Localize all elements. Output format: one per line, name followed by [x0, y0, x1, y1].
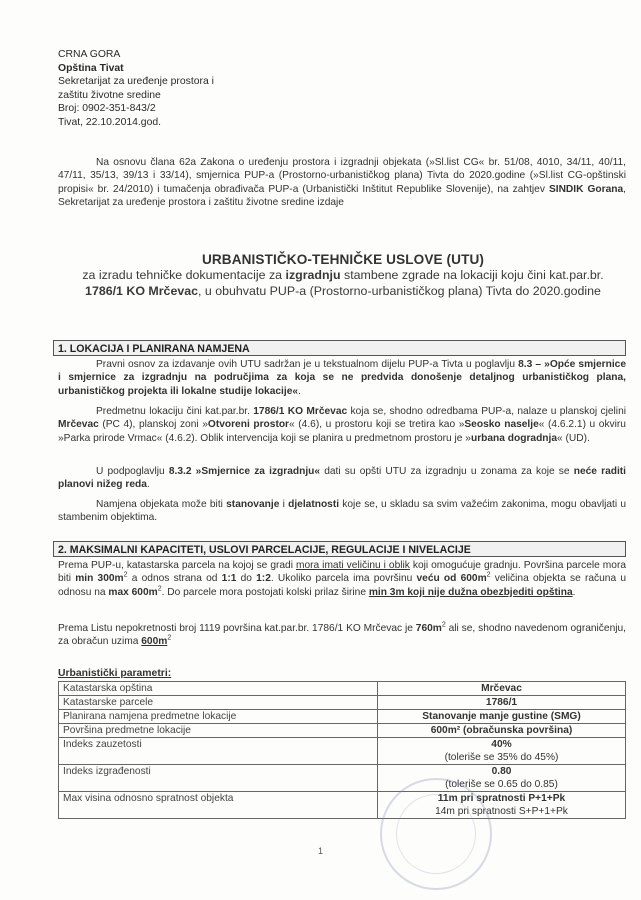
s2p1-l: max 600m	[108, 586, 158, 598]
s2p1-g: do	[236, 573, 257, 585]
parameter-value: 1786/1	[485, 697, 518, 708]
parameter-note: 14m pri spratnosti S+P+1+Pk	[435, 806, 568, 817]
document-subtitle	[78, 268, 608, 299]
parameter-label: Katastarska opština	[59, 682, 378, 696]
table-row	[59, 738, 626, 765]
s2p1-f: 1:1	[221, 573, 237, 585]
parameter-value: Mrčevac	[481, 683, 522, 694]
parameter-value: 0.80	[491, 766, 512, 777]
section-1-paragraph-2	[58, 405, 626, 445]
s1p1-end: .	[298, 385, 301, 397]
s2p1-n: min 3m koji nije dužna obezbjediti opština	[368, 586, 573, 598]
s1p2-f: Otvoreni prostor	[207, 419, 290, 431]
document-title: URBANISTIČKO-TEHNIČKE USLOVE (UTU)	[201, 252, 485, 267]
intro-text-end: , Sekretarijat za uređenje prostora i zaštitu životne sredine izdaje	[58, 183, 626, 209]
s1p2-b: 1786/1 KO Mrčevac	[253, 406, 348, 417]
subtitle-bold-1: izgradnju	[285, 268, 341, 282]
s1p2-i: « (4.6.2.1) u okviru »Parka prirode Vrmac« (4.6.2). Oblik intervencija koji se planira u predmetnom prostoru je »	[58, 419, 626, 444]
urban-parameters-title: Urbanistički parametri:	[58, 668, 172, 679]
parameter-note: (toleriše se 0.65 do 0.85)	[445, 779, 558, 790]
header-department-2: zaštitu životne sredine	[58, 89, 161, 101]
subtitle-text-2: stambene zgrade na lokaciji koju čini kat.par.br.	[340, 268, 604, 282]
s1p4-c: i	[279, 499, 289, 510]
s1p4-a: Namjena objekata može biti	[96, 499, 227, 510]
s1p3-a: U podpoglavlju	[96, 466, 169, 477]
s2p1-sup-1: 2	[123, 572, 128, 580]
table-row	[59, 696, 626, 710]
section-1-heading: 1. LOKACIJA I PLANIRANA NAMJENA	[53, 340, 626, 356]
parameter-value-cell	[378, 710, 626, 724]
section-1-paragraph-4	[58, 498, 626, 525]
s1p3-d: neće raditi planovi nižeg reda	[58, 466, 627, 491]
s2p2-sup-1: 2	[441, 621, 446, 629]
s1p2-g: « (4.6), u prostoru koji se tretira kao »	[289, 419, 465, 431]
s2p1-k: veličina objekta se računa u odnosu na	[58, 573, 626, 598]
parameter-label: Površina predmetne lokacije	[59, 724, 378, 738]
parameter-value-cell	[378, 696, 626, 710]
parameter-value: 11m pri spratnosti P+1+Pk	[437, 793, 566, 804]
s2p2-b: 760m	[415, 623, 442, 634]
header-department-1: Sekretarijat za uređenje prostora i	[58, 76, 214, 88]
table-row	[59, 792, 626, 819]
parameter-value: 600m² (obračunska površina)	[430, 725, 573, 736]
s2p1-m: . Do parcele mora postojati kolski prilaz širine	[161, 586, 369, 598]
parameter-value-cell	[378, 738, 626, 765]
s2p2-a: Prema Listu nepokretnosti broj 1119 površina kat.par.br. 1786/1 KO Mrčevac je	[58, 623, 416, 634]
s2p1-j: veću od 600m	[416, 573, 487, 585]
issuer-header	[58, 48, 318, 130]
section-2-paragraph-2	[58, 622, 626, 649]
urban-parameters-table	[58, 681, 626, 819]
parameter-value: 40%	[491, 739, 512, 750]
s1p2-a: Predmetnu lokaciju čini kat.par.br.	[96, 406, 254, 417]
s2p1-c: koji omogućuje gradnju. Površina parcele mora biti	[58, 560, 627, 585]
s1p4-b: stanovanje	[226, 499, 280, 510]
s2p1-sup-2: 2	[486, 572, 491, 580]
s1p2-j: urbana dogradnja	[470, 432, 558, 444]
table-row	[59, 724, 626, 738]
s2p1-a: Prema PUP-u, katastarska parcela na kojoj se gradi	[58, 560, 296, 571]
parameter-label: Indeks zauzetosti	[59, 738, 378, 765]
s1p2-k: « (UD).	[557, 432, 590, 444]
parameter-value-cell	[378, 724, 626, 738]
s1p2-c: koja se, shodno odredbama PUP-a, nalaze u planskoj cjelini	[347, 406, 626, 417]
s1p1-chapter: 8.3 – »Opće smjernice i smjernice za izgradnju na područjima za koja se ne predvida donošenje detaljnog urbanističkog plana, urbanističkog projekta ili lokalne studije lokacije«	[58, 359, 626, 397]
s2p2-sup-2: 2	[167, 635, 172, 643]
s2p1-o: .	[572, 586, 576, 598]
parameter-label: Katastarske parcele	[59, 696, 378, 710]
s2p2-c: ali se, shodno navedenom ograničenju, za obračun uzima	[58, 623, 626, 648]
header-municipality: Opština Tivat	[58, 62, 124, 74]
header-country: CRNA GORA	[58, 49, 121, 60]
section-2-heading: 2. MAKSIMALNI KAPACITETI, USLOVI PARCELACIJE, REGULACIJE I NIVELACIJE	[53, 541, 626, 557]
applicant-name: SINDIK Gorana	[548, 183, 624, 195]
table-row	[59, 765, 626, 792]
s2p1-sup-3: 2	[157, 585, 162, 593]
s1p2-e: (PC 4), planskoj zoni »	[98, 419, 208, 431]
section-2-paragraph-1	[58, 559, 626, 599]
s1p3-e: .	[146, 479, 150, 491]
table-row	[59, 710, 626, 724]
section-1-paragraph-3	[58, 465, 626, 492]
header-reference-number: Broj: 0902-351-843/2	[58, 103, 156, 115]
s1p4-d: djelatnosti	[288, 499, 340, 510]
s2p1-i: . Ukoliko parcela ima površinu	[270, 573, 417, 585]
s1p2-d: Mrčevac	[58, 419, 99, 431]
subtitle-text-1: za izradu tehničke dokumentacije za	[82, 268, 286, 282]
s1p1-text: Pravni osnov za izdavanje ovih UTU sadržan je u tekstualnom dijelu PUP-a Tivta u poglavlju	[96, 359, 519, 370]
parameter-label: Max visina odnosno spratnost objekta	[59, 792, 378, 819]
parameter-label: Indeks izgrađenosti	[59, 765, 378, 792]
parameter-value-cell	[378, 682, 626, 696]
s1p3-b: 8.3.2 »Smjernice za izgradnju«	[168, 466, 321, 477]
header-date: Tivat, 22.10.2014.god.	[58, 116, 162, 128]
intro-paragraph	[58, 156, 626, 210]
section-1-paragraph-1	[58, 358, 626, 398]
s2p1-b: mora imati veličinu i oblik	[295, 560, 410, 571]
s2p1-e: a odnos strana od	[127, 573, 222, 585]
subtitle-bold-2: 1786/1 KO Mrčevac	[85, 283, 199, 298]
subtitle-text-3: , u obuhvatu PUP-a (Prostorno-urbanističkog plana) Tivta do 2020.godine	[198, 283, 601, 298]
intro-text: Na osnovu člana 62a Zakona o uređenju prostora i izgradnji objekata (»Sl.list CG« br. 51/08, 4010, 34/11, 40/11, 47/11, 35/13, 39/13 i 33/14), smjernica PUP-a (Prostorno-urbanističkog plana) Tivta do 2020.godine (»Sl.list CG-opštinski propisi« br. 24/2010) i tumačenja obrađivača PUP-a (Urbanistički Inštitut Republike Slovenije), na zahtjev	[58, 157, 626, 195]
s2p1-d: min 300m	[75, 573, 124, 585]
page-number: 1	[318, 846, 324, 856]
parameter-note: (toleriše se 35% do 45%)	[444, 752, 559, 763]
table-row	[59, 682, 626, 696]
parameter-label: Planirana namjena predmetne lokacije	[59, 710, 378, 724]
official-stamp	[380, 778, 492, 890]
parameter-value: Stanovanje manje gustine (SMG)	[422, 711, 581, 722]
s2p2-d: 600m	[141, 636, 168, 648]
s2p1-h: 1:2	[256, 573, 271, 585]
s1p3-c: dati su opšti UTU za izgradnju u zonama za koje se	[320, 466, 574, 477]
s1p2-h: Seosko naselje	[464, 419, 539, 431]
s1p4-e: koje se, u skladu sa svim važećim zakonima, mogu obavljati u stambenim objektima.	[58, 499, 626, 524]
